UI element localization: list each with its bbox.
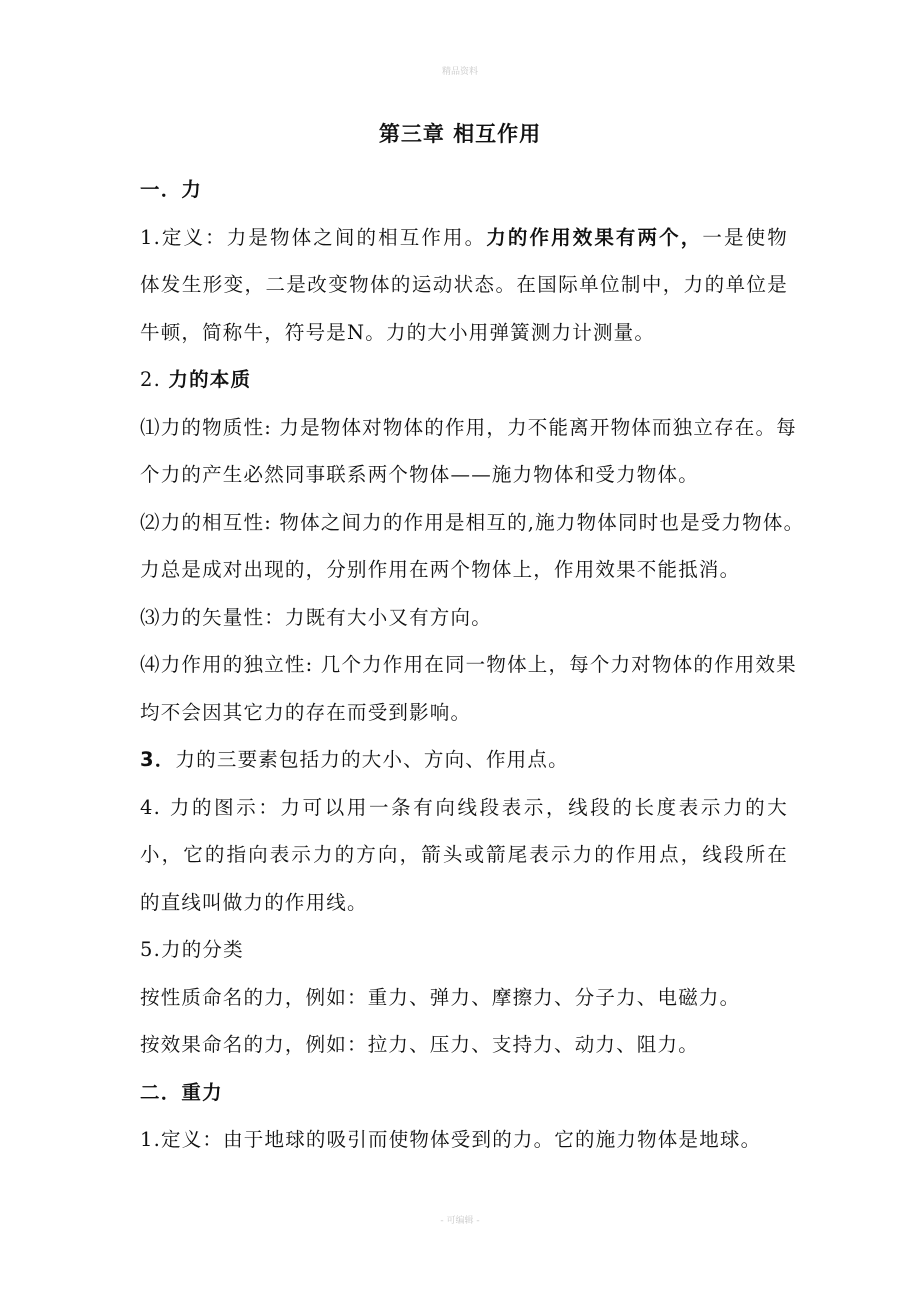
paragraph-line: 的直线叫做力的作用线。 (140, 890, 368, 914)
paragraph-line (140, 214, 788, 262)
text-run: 1.定义：力是物体之间的相互作用。 (140, 225, 487, 249)
paragraph-line: ⑴力的物质性: 力是物体对物体的作用，力不能离开物体而独立存在。每 (140, 415, 797, 439)
item-number: 3． (140, 748, 176, 771)
subheading-classification: 5.力的分类 (140, 938, 244, 961)
paragraph-line: 小，它的指向表示力的方向，箭头或箭尾表示力的作用点，线段所在 (140, 843, 788, 866)
paragraph-line: 体发生形变，二是改变物体的运动状态。在国际单位制中，力的单位是 (140, 273, 788, 296)
paragraph-line: 均不会因其它力的存在而受到影响。 (140, 700, 472, 724)
paragraph-line: 按效果命名的力，例如：拉力、压力、支持力、动力、阻力。 (140, 1033, 699, 1056)
paragraph-line (140, 736, 788, 784)
paragraph-line: 个力的产生必然同事联系两个物体——施力物体和受力物体。 (140, 463, 699, 486)
paragraph-line: ⑵力的相互性: 物体之间力的作用是相互的,施力物体同时也是受力物体。 (140, 510, 805, 534)
subheading-text: 力的本质 (168, 368, 252, 391)
text-run: 力的三要素包括力的大小、方向、作用点。 (175, 748, 569, 771)
paragraph-line: 4. 力的图示：力可以用一条有向线段表示，线段的长度表示力的大 (140, 795, 788, 819)
paragraph-line: 力总是成对出现的，分别作用在两个物体上，作用效果不能抵消。 (140, 558, 741, 581)
paragraph-line: 按性质命名的力，例如：重力、弹力、摩擦力、分子力、电磁力。 (140, 985, 741, 1009)
subheading-nature (140, 356, 788, 404)
paragraph-line: 1.定义：由于地球的吸引而使物体受到的力。它的施力物体是地球。 (140, 1128, 762, 1151)
paragraph-line: 牛顿，简称牛，符号是N。力的大小用弹簧测力计测量。 (140, 320, 656, 344)
header-watermark: 精品资料 (441, 67, 478, 77)
footer-watermark: - 可编辑 - (440, 1216, 480, 1226)
section-heading-force: 一．力 (140, 178, 203, 201)
paragraph-line: ⑷力作用的独立性: 几个力作用在同一物体上，每个力对物体的作用效果 (140, 653, 797, 676)
chapter-title: 第三章 相互作用 (378, 122, 542, 146)
subheading-number: 2. (140, 368, 169, 391)
paragraph-line: ⑶力的矢量性：力既有大小又有方向。 (140, 605, 492, 629)
text-run: 一是使物 (702, 225, 788, 249)
bold-text-run: 力的作用效果有两个， (486, 225, 703, 249)
section-heading-gravity: 二．重力 (140, 1080, 223, 1104)
document-body (140, 166, 805, 1164)
